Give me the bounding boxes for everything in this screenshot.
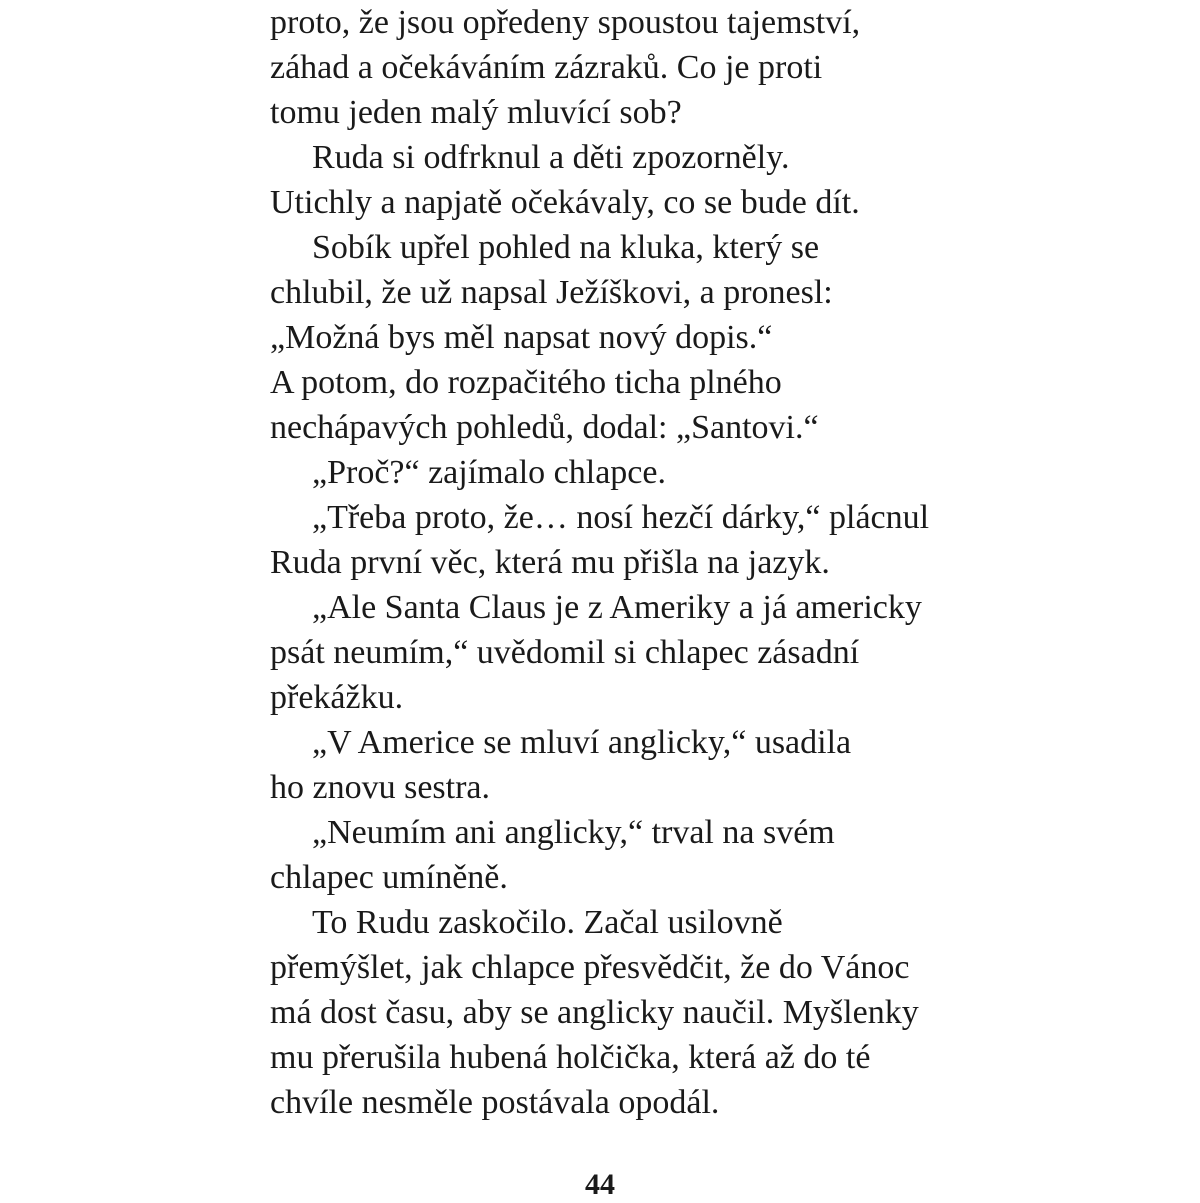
text-line: A potom, do rozpačitého ticha plného bbox=[270, 364, 782, 401]
text-line: chlubil, že už napsal Ježíškovi, a pronesl: bbox=[270, 274, 833, 311]
paragraph-start-line: Sobík upřel pohled na kluka, který se bbox=[312, 229, 820, 266]
text-line: psát neumím,“ uvědomil si chlapec zásadní bbox=[270, 634, 860, 671]
text-line: chvíle nesměle postávala opodál. bbox=[270, 1084, 720, 1121]
text-line: chlapec umíněně. bbox=[270, 859, 508, 896]
text-line: mu přerušila hubená holčička, která až do té bbox=[270, 1039, 871, 1076]
paragraph-start-line: Ruda si odfrknul a děti zpozorněly. bbox=[312, 139, 790, 176]
text-line: proto, že jsou opředeny spoustou tajemství, bbox=[270, 4, 861, 41]
paragraph-start-line: „V Americe se mluví anglicky,“ usadila bbox=[312, 724, 852, 761]
text-line: „Možná bys měl napsat nový dopis.“ bbox=[270, 319, 773, 356]
paragraph-start-line: „Ale Santa Claus je z Ameriky a já americky bbox=[312, 589, 922, 626]
text-line: tomu jeden malý mluvící sob? bbox=[270, 94, 682, 131]
paragraph-start-line: „Třeba proto, že… nosí hezčí dárky,“ plácnul bbox=[312, 499, 930, 536]
paragraph-start-line: „Neumím ani anglicky,“ trval na svém bbox=[312, 814, 835, 851]
paragraph-start-line: To Rudu zaskočilo. Začal usilovně bbox=[312, 904, 783, 941]
text-line: nechápavých pohledů, dodal: „Santovi.“ bbox=[270, 409, 819, 446]
page-number: 44 bbox=[585, 1168, 615, 1201]
paragraph-start-line: „Proč?“ zajímalo chlapce. bbox=[312, 454, 666, 491]
text-line: přemýšlet, jak chlapce přesvědčit, že do Vánoc bbox=[270, 949, 910, 986]
text-line: Ruda první věc, která mu přišla na jazyk. bbox=[270, 544, 830, 581]
text-line: překážku. bbox=[270, 679, 404, 716]
text-line: ho znovu sestra. bbox=[270, 769, 491, 806]
text-line: Utichly a napjatě očekávaly, co se bude dít. bbox=[270, 184, 860, 221]
text-line: má dost času, aby se anglicky naučil. Myšlenky bbox=[270, 994, 919, 1031]
text-line: záhad a očekáváním zázraků. Co je proti bbox=[270, 49, 823, 86]
